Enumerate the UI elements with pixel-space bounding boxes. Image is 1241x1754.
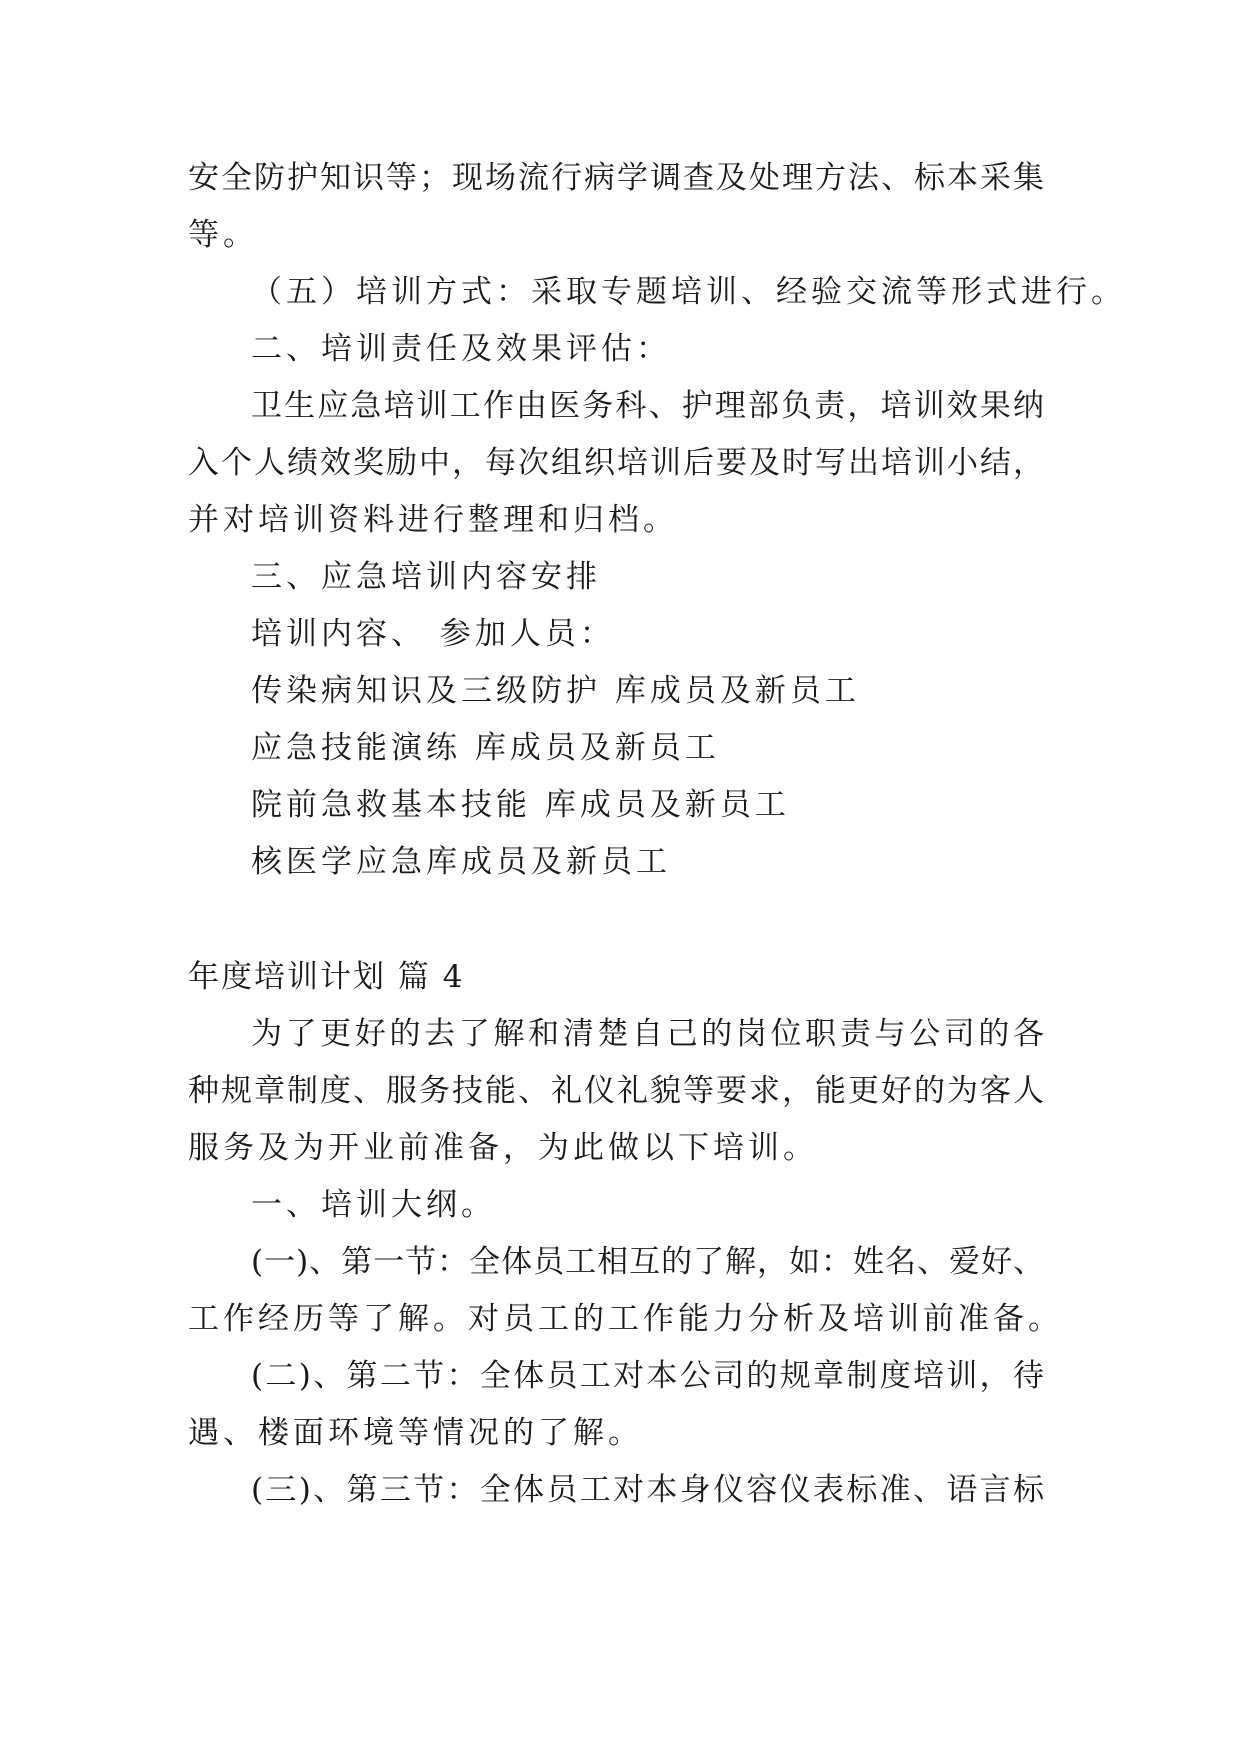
text-line: (二)、第二节：全体员工对本公司的规章制度培训，待 bbox=[251, 1358, 1044, 1394]
document-title: 年度培训计划 篇 4 bbox=[188, 959, 465, 995]
text-line: 服务及为开业前准备，为此做以下培训。 bbox=[188, 1130, 818, 1166]
section-heading: 一、培训大纲。 bbox=[251, 1187, 496, 1223]
text-line: 为了更好的去了解和清楚自己的岗位职责与公司的各 bbox=[251, 1016, 1044, 1052]
text-line: 等。 bbox=[188, 217, 258, 253]
text-line: 入个人绩效奖励中，每次组织培训后要及时写出培训小结， bbox=[188, 445, 1044, 481]
text-line: 院前急救基本技能 库成员及新员工 bbox=[251, 787, 790, 823]
text-line: (三)、第三节：全体员工对本身仪容仪表标准、语言标 bbox=[251, 1472, 1044, 1508]
text-line: 培训内容、 参加人员： bbox=[251, 616, 615, 652]
text-line: 核医学应急库成员及新员工 bbox=[251, 844, 671, 880]
text-line: 遇、楼面环境等情况的了解。 bbox=[188, 1415, 643, 1451]
text-line: 卫生应急培训工作由医务科、护理部负责，培训效果纳 bbox=[251, 388, 1044, 424]
text-line: 应急技能演练 库成员及新员工 bbox=[251, 730, 720, 766]
text-line: 种规章制度、服务技能、礼仪礼貌等要求，能更好的为客人 bbox=[188, 1073, 1044, 1109]
section-heading: 二、培训责任及效果评估： bbox=[251, 331, 671, 367]
text-line: 安全防护知识等；现场流行病学调查及处理方法、标本采集 bbox=[188, 160, 1044, 196]
text-line: (一)、第一节：全体员工相互的了解，如：姓名、爱好、 bbox=[251, 1244, 1044, 1280]
text-line: 传染病知识及三级防护 库成员及新员工 bbox=[251, 673, 860, 709]
text-line: （五）培训方式：采取专题培训、经验交流等形式进行。 bbox=[251, 274, 1126, 310]
text-line: 并对培训资料进行整理和归档。 bbox=[188, 502, 678, 538]
text-line: 工作经历等了解。对员工的工作能力分析及培训前准备。 bbox=[188, 1301, 1063, 1337]
section-heading: 三、应急培训内容安排 bbox=[251, 559, 601, 595]
